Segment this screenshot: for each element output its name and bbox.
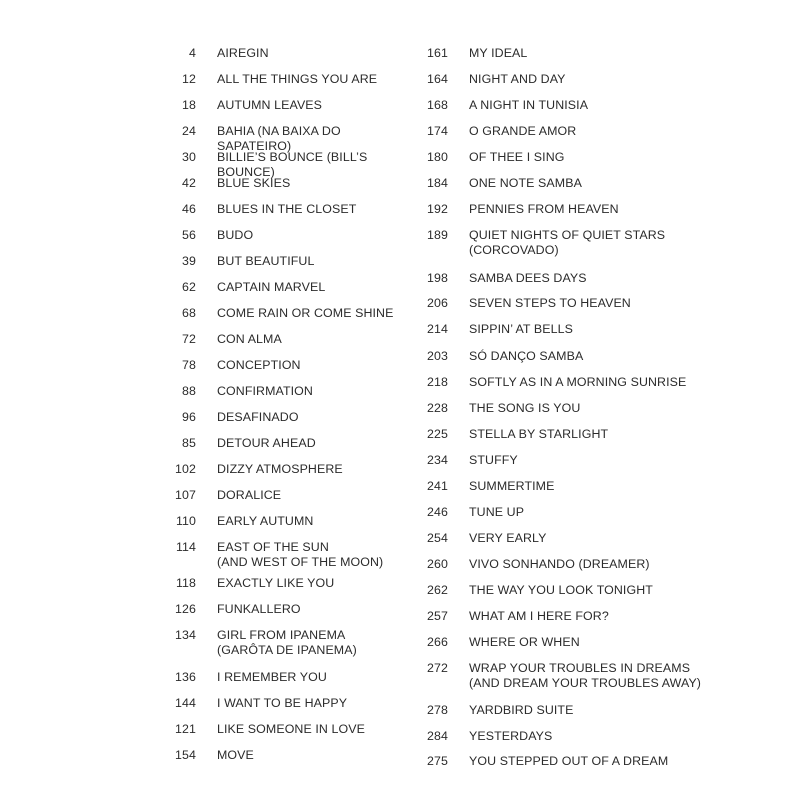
toc-entry	[412, 531, 546, 546]
toc-entry	[412, 98, 588, 113]
toc-entry	[412, 150, 565, 165]
song-title: LIKE SOMEONE IN LOVE	[217, 722, 365, 736]
page-number: 62	[182, 280, 196, 294]
toc-entry	[160, 628, 357, 658]
page-number: 12	[182, 72, 196, 86]
song-title: YARDBIRD SUITE	[469, 703, 574, 717]
toc-entry	[412, 703, 573, 718]
toc-entry	[412, 729, 552, 744]
song-title: FUNKALLERO	[217, 602, 301, 616]
toc-entry	[160, 722, 365, 737]
toc-entry	[412, 349, 583, 364]
page-number: 96	[182, 410, 196, 424]
song-title: AIREGIN	[217, 46, 269, 60]
page-number: 180	[427, 150, 448, 164]
page-number: 39	[182, 254, 196, 268]
song-title: QUIET NIGHTS OF QUIET STARS (CORCOVADO)	[469, 228, 666, 257]
song-title: WHAT AM I HERE FOR?	[469, 609, 609, 623]
song-title: I WANT TO BE HAPPY	[217, 696, 348, 710]
song-title: AUTUMN LEAVES	[217, 98, 323, 112]
page-number: 24	[182, 124, 196, 138]
toc-entry	[160, 384, 313, 399]
page-number: 262	[427, 583, 448, 597]
toc-entry	[412, 661, 701, 691]
song-title: GIRL FROM IPANEMA (GARÔTA DE IPANEMA)	[217, 628, 357, 657]
page-number: 102	[175, 462, 196, 476]
toc-entry	[412, 635, 580, 650]
toc-entry	[160, 410, 299, 425]
song-title: DIZZY ATMOSPHERE	[217, 462, 343, 476]
page-number: 206	[427, 296, 448, 310]
song-title: BILLIE’S BOUNCE (BILL’S BOUNCE)	[217, 150, 368, 179]
toc-entry	[412, 322, 573, 337]
toc-entry	[412, 609, 609, 624]
page-number: 184	[427, 176, 448, 190]
page-number: 121	[175, 722, 196, 736]
toc-entry	[160, 670, 327, 685]
song-title: VERY EARLY	[469, 531, 547, 545]
page-number: 161	[427, 46, 448, 60]
page-number: 260	[427, 557, 448, 571]
page-number: 4	[189, 46, 196, 60]
toc-entry	[160, 462, 343, 477]
song-title: MY IDEAL	[469, 46, 528, 60]
page-number: 214	[427, 322, 448, 336]
song-title: O GRANDE AMOR	[469, 124, 577, 138]
toc-entry	[160, 254, 314, 269]
page-number: 272	[427, 661, 448, 675]
toc-entry	[412, 375, 686, 390]
song-title: SOFTLY AS IN A MORNING SUNRISE	[469, 375, 687, 389]
song-title: WRAP YOUR TROUBLES IN DREAMS (AND DREAM YOUR TROUBLES AWAY)	[469, 661, 702, 690]
toc-entry	[412, 46, 527, 61]
toc-entry	[160, 280, 325, 295]
toc-entry	[160, 176, 290, 191]
toc-entry	[160, 514, 313, 529]
song-title: STELLA BY STARLIGHT	[469, 427, 609, 441]
toc-entry	[160, 436, 316, 451]
page-number: 246	[427, 505, 448, 519]
page-number: 18	[182, 98, 196, 112]
toc-entry	[160, 602, 301, 617]
song-title: YOU STEPPED OUT OF A DREAM	[469, 754, 669, 768]
page-number: 192	[427, 202, 448, 216]
toc-entry	[412, 202, 619, 217]
toc-entry	[160, 46, 269, 61]
page-number: 85	[182, 436, 196, 450]
song-title: DETOUR AHEAD	[217, 436, 316, 450]
song-title: PENNIES FROM HEAVEN	[469, 202, 619, 216]
page-number: 275	[427, 754, 448, 768]
song-title: SÓ DANÇO SAMBA	[469, 349, 584, 363]
song-title: CAPTAIN MARVEL	[217, 280, 326, 294]
song-title: BUDO	[217, 228, 254, 242]
page-number: 198	[427, 271, 448, 285]
toc-entry	[412, 271, 587, 286]
toc-entry	[412, 124, 576, 139]
page-number: 174	[427, 124, 448, 138]
page-number: 278	[427, 703, 448, 717]
toc-entry	[412, 228, 665, 258]
song-title: THE SONG IS YOU	[469, 401, 581, 415]
toc-entry	[412, 401, 580, 416]
song-title: WHERE OR WHEN	[469, 635, 580, 649]
song-title: EARLY AUTUMN	[217, 514, 314, 528]
page-number: 241	[427, 479, 448, 493]
song-title: SUMMERTIME	[469, 479, 555, 493]
page-number: 110	[175, 514, 196, 528]
song-title: EAST OF THE SUN (AND WEST OF THE MOON)	[217, 540, 384, 569]
song-title: BUT BEAUTIFUL	[217, 254, 315, 268]
toc-entry	[412, 453, 518, 468]
page-number: 228	[427, 401, 448, 415]
toc-entry	[160, 488, 281, 503]
song-title: DORALICE	[217, 488, 282, 502]
song-title: BLUE SKIES	[217, 176, 291, 190]
song-title: MOVE	[217, 748, 254, 762]
toc-entry	[412, 296, 631, 311]
song-title: SEVEN STEPS TO HEAVEN	[469, 296, 631, 310]
page-number: 30	[182, 150, 196, 164]
song-title: BLUES IN THE CLOSET	[217, 202, 357, 216]
page-number: 118	[175, 576, 196, 590]
song-title: SAMBA DEES DAYS	[469, 271, 587, 285]
page-number: 144	[175, 696, 196, 710]
page-number: 203	[427, 349, 448, 363]
song-title: VIVO SONHANDO (DREAMER)	[469, 557, 650, 571]
song-title: EXACTLY LIKE YOU	[217, 576, 335, 590]
song-title: YESTERDAYS	[469, 729, 553, 743]
toc-entry	[412, 754, 668, 769]
toc-entry	[412, 505, 524, 520]
page-number: 234	[427, 453, 448, 467]
toc-entry	[160, 98, 322, 113]
song-title: TUNE UP	[469, 505, 525, 519]
song-title: COME RAIN OR COME SHINE	[217, 306, 394, 320]
toc-entry	[160, 696, 347, 711]
page-number: 168	[427, 98, 448, 112]
page-number: 154	[175, 748, 196, 762]
song-title: CONFIRMATION	[217, 384, 313, 398]
page-number: 164	[427, 72, 448, 86]
page-number: 107	[175, 488, 196, 502]
toc-entry	[160, 540, 383, 570]
page-number: 266	[427, 635, 448, 649]
toc-entry	[160, 576, 334, 591]
page-number: 88	[182, 384, 196, 398]
page-number: 78	[182, 358, 196, 372]
song-title: NIGHT AND DAY	[469, 72, 566, 86]
page-number: 46	[182, 202, 196, 216]
toc-entry	[160, 306, 393, 321]
toc-entry	[412, 176, 582, 191]
song-title: OF THEE I SING	[469, 150, 565, 164]
toc-entry	[160, 72, 377, 87]
song-title: A NIGHT IN TUNISIA	[469, 98, 589, 112]
song-title: SIPPIN’ AT BELLS	[469, 322, 573, 336]
toc-entry	[160, 202, 356, 217]
song-title: CONCEPTION	[217, 358, 301, 372]
song-title: CON ALMA	[217, 332, 282, 346]
toc-entry	[412, 479, 554, 494]
page-number: 42	[182, 176, 196, 190]
song-title: DESAFINADO	[217, 410, 299, 424]
song-title: ONE NOTE SAMBA	[469, 176, 582, 190]
page-number: 225	[427, 427, 448, 441]
page-number: 257	[427, 609, 448, 623]
song-title: BAHIA (NA BAIXA DO SAPATEIRO)	[217, 124, 341, 153]
page-number: 136	[175, 670, 196, 684]
page-number: 56	[182, 228, 196, 242]
toc-entry	[412, 72, 566, 87]
page-number: 126	[175, 602, 196, 616]
page-number: 72	[182, 332, 196, 346]
toc-entry	[160, 332, 282, 347]
toc-entry	[160, 228, 253, 243]
toc-entry	[160, 748, 254, 763]
toc-entry	[412, 557, 650, 572]
page-number: 218	[427, 375, 448, 389]
song-title: THE WAY YOU LOOK TONIGHT	[469, 583, 653, 597]
page-number: 189	[427, 228, 448, 242]
toc-entry	[412, 583, 653, 598]
toc-entry	[160, 358, 301, 373]
song-title: I REMEMBER YOU	[217, 670, 327, 684]
page-number: 284	[427, 729, 448, 743]
song-title: ALL THE THINGS YOU ARE	[217, 72, 378, 86]
page-number: 254	[427, 531, 448, 545]
toc-entry	[412, 427, 608, 442]
page-number: 68	[182, 306, 196, 320]
page-number: 134	[175, 628, 196, 642]
page-number: 114	[175, 540, 196, 554]
song-title: STUFFY	[469, 453, 518, 467]
